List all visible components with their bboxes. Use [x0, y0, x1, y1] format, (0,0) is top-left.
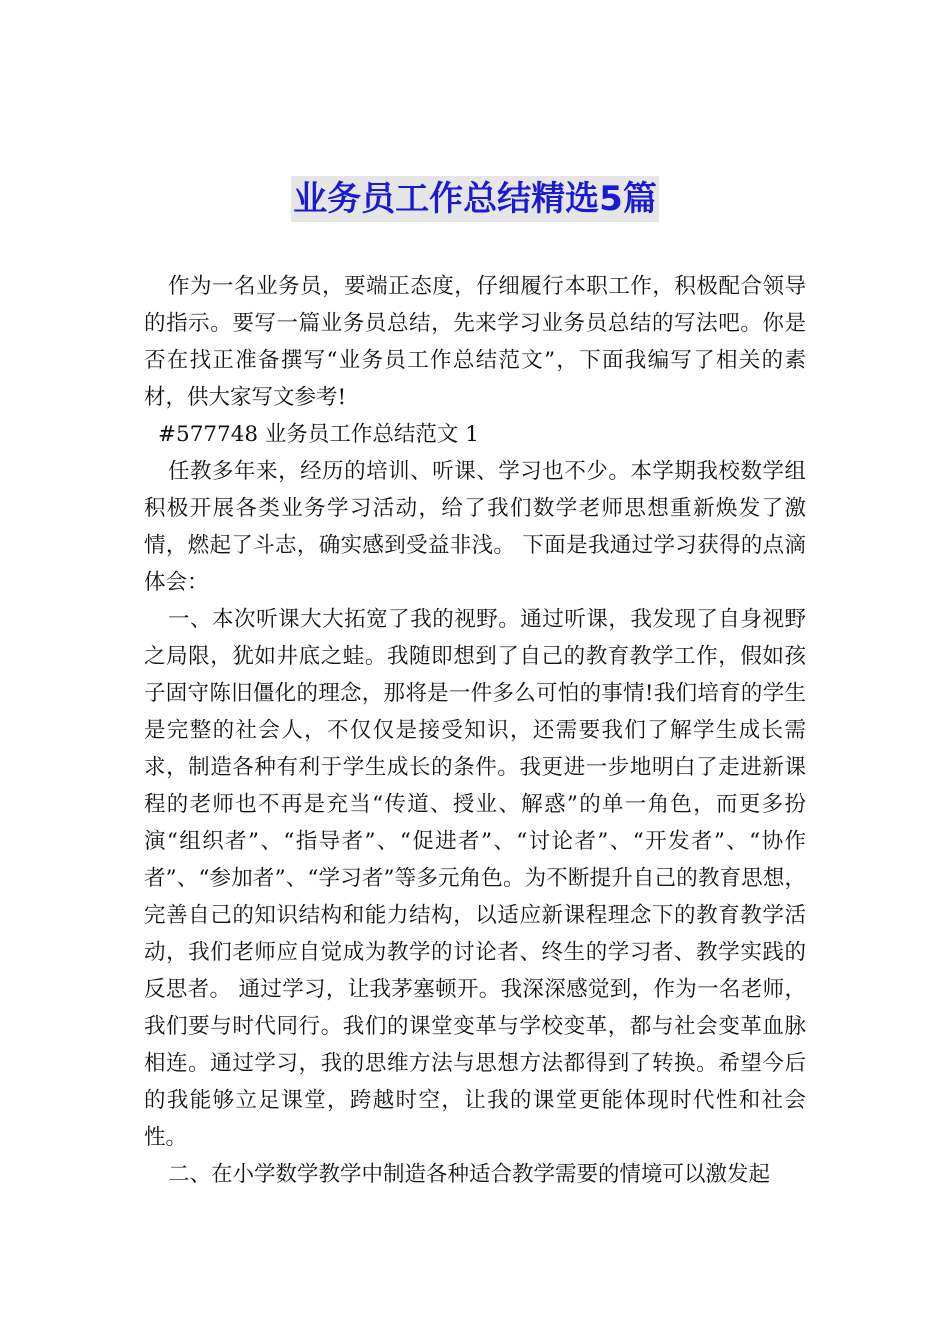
- body-paragraph: 一、本次听课大大拓宽了我的视野。通过听课，我发现了自身视野之局限，犹如井底之蛙。我随即想到了自己的教育教学工作，假如孩子固守陈旧僵化的理念，那将是一件多么可怕的事情!我们培育的学生是完整的社会人，不仅仅是接受知识，还需要我们了解学生成长需求，制造各种有利于学生成长的条件。我更进一步地明白了走进新课程的老师也不再是充当“传道、授业、解惑”的单一角色，而更多扮演“组织者”、“指导者”、“促进者”、“讨论者”、“开发者”、“协作者”、“参加者”、“学习者”等多元角色。为不断提升自己的教育思想，完善自己的知识结构和能力结构，以适应新课程理念下的教育教学活动，我们老师应自觉成为教学的讨论者、终生的学习者、教学实践的反思者。 通过学习，让我茅塞顿开。我深深感觉到，作为一名老师，我们要与时代同行。我们的课堂变革与学校变革，都与社会变革血脉相连。通过学习，我的思维方法与思想方法都得到了转换。希望今后的我能够立足课堂，跨越时空，让我的课堂更能体现时代性和社会性。: [144, 607, 806, 1150]
- document-title: 业务员工作总结精选5篇: [291, 176, 659, 222]
- body-paragraph: 二、在小学数学教学中制造各种适合教学需要的情境可以激发起: [168, 1162, 771, 1187]
- document-body: [144, 268, 806, 1193]
- body-paragraph: 任教多年来，经历的培训、听课、学习也不少。本学期我校数学组积极开展各类业务学习活动，给了我们数学老师思想重新焕发了激情，燃起了斗志，确实感到受益非浅。 下面是我通过学习获得的点滴体会：: [144, 459, 806, 595]
- section-heading: #577748 业务员工作总结范文 1: [158, 422, 479, 447]
- title-container: [0, 176, 950, 222]
- intro-paragraph: 作为一名业务员，要端正态度，仔细履行本职工作，积极配合领导的指示。要写一篇业务员总结，先来学习业务员总结的写法吧。你是否在找正准备撰写“业务员工作总结范文”，下面我编写了相关的素材，供大家写文参考!: [144, 274, 806, 410]
